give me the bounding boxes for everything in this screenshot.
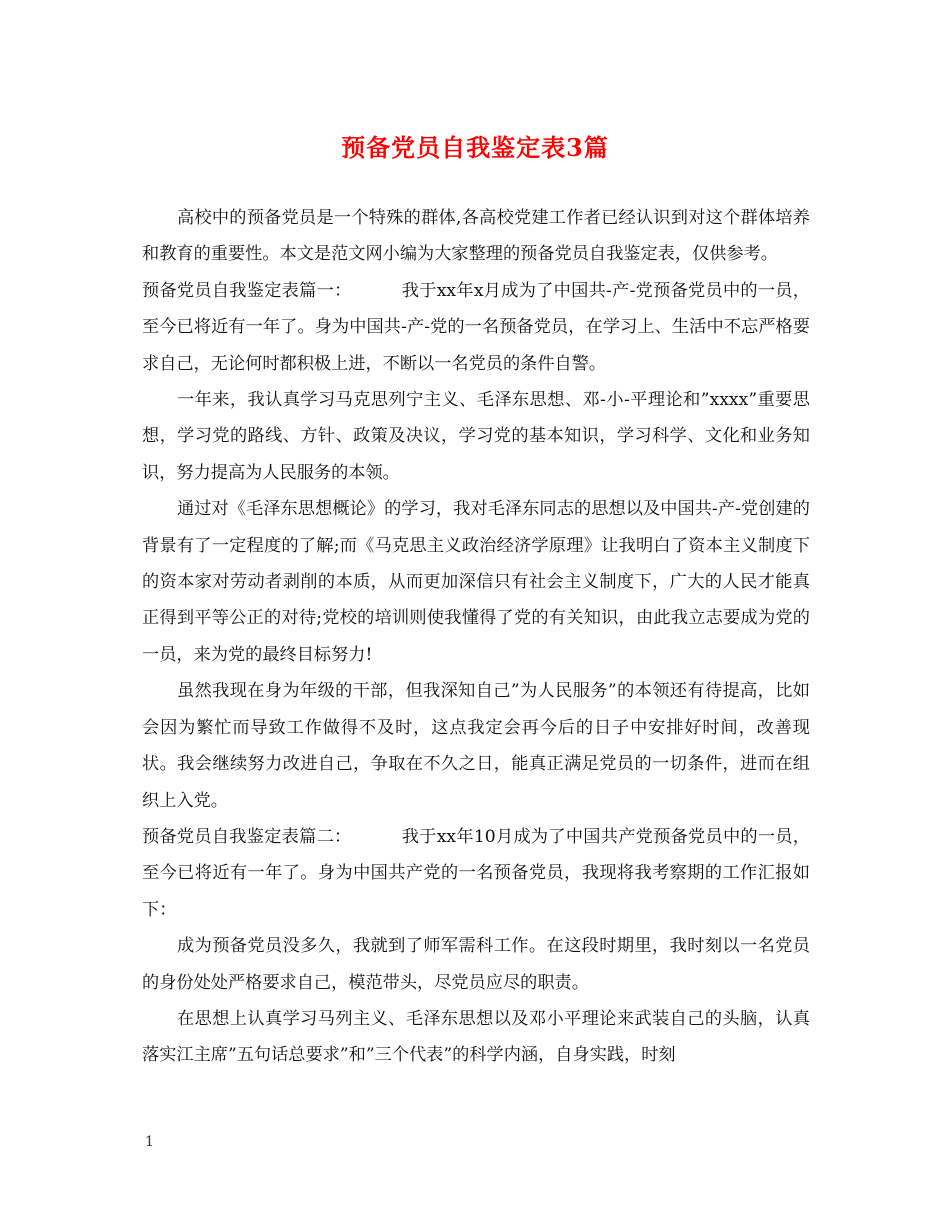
section-one-paragraph	[142, 273, 810, 382]
section-two-paragraph	[142, 819, 810, 928]
page-number: 1	[145, 1134, 154, 1150]
section-two-heading: 预备党员自我鉴定表篇二：	[142, 826, 352, 847]
paragraph-study-books: 通过对《毛泽东思想概论》的学习，我对毛泽东同志的思想以及中国共-产-党创建的背景有了一定程度的了解;而《马克思主义政治经济学原理》让我明白了资本主义制度下的资本家对劳动者剥削的本质，从而更加深信只有社会主义制度下，广大的人民才能真正得到平等公正的对待;党校的培训则使我懂得了党的有关知识，由此我立志要成为党的一员，来为党的最终目标努力!	[142, 499, 810, 665]
document-title: 预备党员自我鉴定表3篇	[341, 133, 609, 162]
paragraph-work: 成为预备党员没多久，我就到了师军需科工作。在这段时期里，我时刻以一名党员的身份处处严格要求自己，模范带头，尽党员应尽的职责。	[142, 936, 810, 993]
paragraph-ideology: 在思想上认真学习马列主义、毛泽东思想以及邓小平理论来武装自己的头脑，认真落实江主席”五句话总要求”和”三个代表”的科学内涵，自身实践，时刻	[142, 1008, 810, 1066]
intro-paragraph: 高校中的预备党员是一个特殊的群体,各高校党建工作者已经认识到对这个群体培养和教育的重要性。本文是范文网小编为大家整理的预备党员自我鉴定表，仅供参考。	[142, 208, 810, 265]
document-body	[142, 200, 810, 1074]
section-one-text: 我于xx年x月成为了中国共-产-党预备党员中的一员，至今已将近有一年了。身为中国共-产-党的一名预备党员，在学习上、生活中不忘严格要求自己，无论何时都积极上进，不断以一名党员的条件自警。	[142, 280, 810, 374]
paragraph-study-theory: 一年来，我认真学习马克思列宁主义、毛泽东思想、邓-小-平理论和”xxxx”重要思想，学习党的路线、方针、政策及决议，学习党的基本知识，学习科学、文化和业务知识，努力提高为人民服务的本领。	[142, 390, 810, 483]
section-two-text: 我于xx年10月成为了中国共产党预备党员中的一员，至今已将近有一年了。身为中国共产党的一名预备党员，我现将我考察期的工作汇报如下：	[142, 826, 810, 920]
section-one-heading: 预备党员自我鉴定表篇一：	[142, 280, 352, 301]
paragraph-self-improvement: 虽然我现在身为年级的干部，但我深知自己”为人民服务”的本领还有待提高，比如会因为繁忙而导致工作做得不及时，这点我定会再今后的日子中安排好时间，改善现状。我会继续努力改进自己，争取在不久之日，能真正满足党员的一切条件，进而在组织上入党。	[142, 681, 810, 811]
